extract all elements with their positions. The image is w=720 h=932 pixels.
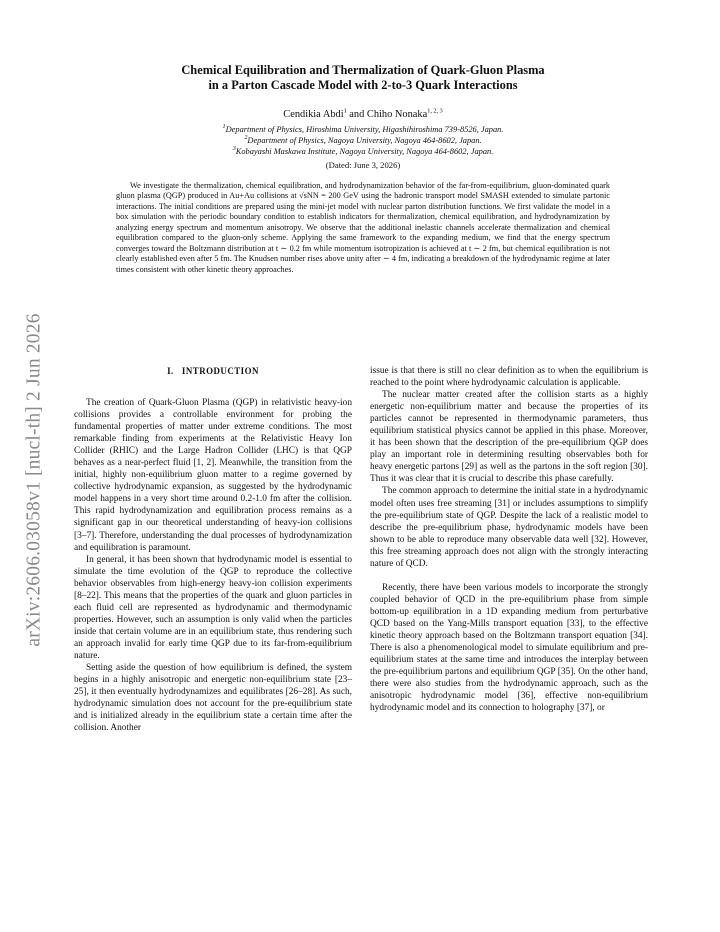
affiliation-list	[110, 125, 616, 157]
date-line: (Dated: June 3, 2026)	[325, 160, 401, 170]
paragraph: The nuclear matter created after the collision starts as a highly energetic non-equilibrium matter and because the properties of its particles cannot be represented in thermodynamic parameters, thus equilibrium statistical physics cannot be applied in this phase. Moreover, it has been shown that the description of the pre-equilibrium QGP does play an important role in determining resulting observables both for heavy energetic partons [29] as well as the partons in the soft region [30]. Thus it was clear that it is crucial to describe this phase carefully.	[370, 390, 648, 485]
abstract: We investigate the thermalization, chemical equilibration, and hydrodynamization behavior of the far-from-equilibrium, gluon-dominated quark gluon plasma (QGP) produced in Au+Au collisions at √sNN = 200 GeV using the hadronic transport model SMASH extended to simulate partonic interactions. The initial conditions are prepared using the mini-jet model with nuclear parton distribution functions. We first validate the model in a box simulation with the periodic boundary condition to establish indicators for thermalization, chemical equilibration, and hydrodynamization by analyzing energy spectrum and momentum anisotropy. We observe that the additional inelastic channels accelerate thermalization and chemical equilibration compared to the gluon-only scheme. Applying the same framework to the expanding medium, we find that the energy spectrum converges toward the Boltzmann distribution at t ∼ 0.2 fm while momentum isotropization is achieved at t ∼ 2 fm, but chemical equilibration is not clearly established even after 5 fm. The Knudsen number rises above unity after ∼ 4 fm, indicating a breakdown of the hydrodynamic regime at later times consistent with other kinetic theory approaches.	[116, 181, 610, 274]
arxiv-stamp	[20, 300, 50, 660]
paper-title	[110, 63, 616, 93]
author-list	[110, 108, 616, 121]
paragraph: The common approach to determine the initial state in a hydrodynamic model often uses free streaming [31] or includes assumptions to simplify the pre-equilibrium state of QGP. Despite the lack of a realistic model to describe the pre-equilibrium phase, hydrodynamic models have been shown to be able to reproduce many observable data well [32]. However, this free streaming approach does not align with the strongly interacting nature of QCD.	[370, 486, 648, 569]
author-separator: and	[346, 109, 367, 120]
author-name: Chiho Nonaka	[366, 109, 428, 120]
paragraph: Setting aside the question of how equilibrium is defined, the system begins in a highly anisotropic and energetic non-equilibrium state [23–25], it then eventually hydrodynamizes and equilibrates [26–28]. As such, hydrodynamic simulation does not account for the pre-equilibrium state and is initialized already in the equilibrium state a certain time after the collision. Another	[74, 663, 352, 734]
affiliation	[110, 136, 616, 147]
affiliation	[110, 125, 616, 136]
author-affil-mark: 1	[343, 107, 347, 115]
left-column	[74, 365, 352, 734]
affiliation	[110, 144, 616, 158]
section-heading	[74, 365, 352, 377]
arxiv-identifier: arXiv:2606.03058v1 [nucl-th] 2 Jun 2026	[24, 313, 45, 647]
paragraph: Recently, there have been various models to incorporate the strongly coupled behavior of QCD in the pre-equilibrium phase from simple bottom-up equilibration in a 1D expanding medium from perturbative QCD based on the Yang-Mills transport equation [33], to the effective kinetic theory approach based on the Boltzmann transport equation [34]. There is also a phenomenological model to simulate equilibrium and pre-equilibrium states at the same time and introduces the interplay between the pre-equilibrium partons and equilibrium QGP [35]. On the other hand, there were also studies from the hydrodynamic approach, such as the anisotropic hydrodynamic model [36], effective non-equilibrium hydrodynamic model and its connection to holography [37], or	[370, 582, 648, 714]
author-affil-mark: 1, 2, 3	[427, 107, 443, 115]
author-name: Cendikia Abdi	[283, 109, 344, 120]
affiliation-mark: 2	[244, 134, 248, 141]
affiliation-mark: 3	[232, 144, 236, 152]
affiliation-text: Kobayashi Maskawa Institute, Nagoya University, Nagoya 464-8602, Japan.	[235, 146, 494, 156]
affiliation-text: Department of Physics, Nagoya University, Nagoya 464-8602, Japan.	[247, 135, 482, 145]
affiliation-mark: 1	[222, 123, 226, 131]
paragraph: issue is that there is still no clear definition as to when the equilibrium is reached to the point where hydrodynamic calculation is applicable.	[370, 366, 648, 389]
section-title: INTRODUCTION	[181, 366, 259, 376]
paragraph: In general, it has been shown that hydrodynamic model is essential to simulate the time evolution of the QGP to reproduce the collective behavior observables from high-energy heavy-ion collision experiments [8–22]. This means that the properties of the quark and gluon particles in each fluid cell are represented as hydrodynamic and thermodynamic properties. However, such an assumption is only valid when the particles inside that certain volume are in an equilibrium state, thus rendering such an approach invalid for early time QGP due to its far-from-equilibrium nature.	[74, 554, 352, 661]
right-column	[370, 365, 648, 714]
section-number: I.	[167, 366, 174, 376]
affiliation-text: Department of Physics, Hiroshima University, Higashihiroshima 739-8526, Japan.	[225, 125, 504, 134]
title-line-2: in a Parton Cascade Model with 2-to-3 Quark Interactions	[208, 78, 518, 92]
paragraph: The creation of Quark-Gluon Plasma (QGP) in relativistic heavy-ion collisions provides a controllable environment for probing the fundamental properties of matter under extreme conditions. The most remarkable finding from experiments at the Relativistic Heavy Ion Collider (RHIC) and the Large Hadron Collider (LHC) is that QGP behaves as a near-perfect fluid [1, 2]. Meanwhile, the transition from the initial, highly non-equilibrium gluon matter to a regime governed by collective hydrodynamic expansion, as suggested by the hydrodynamic model happens in a very short time around 0.2-1.0 fm after the collision. This rapid hydrodynamization and equilibration process remains as a significant gap in our theoretical understanding of heavy-ion collisions [3–7]. Therefore, understanding the dual processes of hydrodynamization and equilibration is paramount.	[74, 398, 352, 553]
title-line-1: Chemical Equilibration and Thermalization of Quark-Gluon Plasma	[181, 63, 545, 77]
